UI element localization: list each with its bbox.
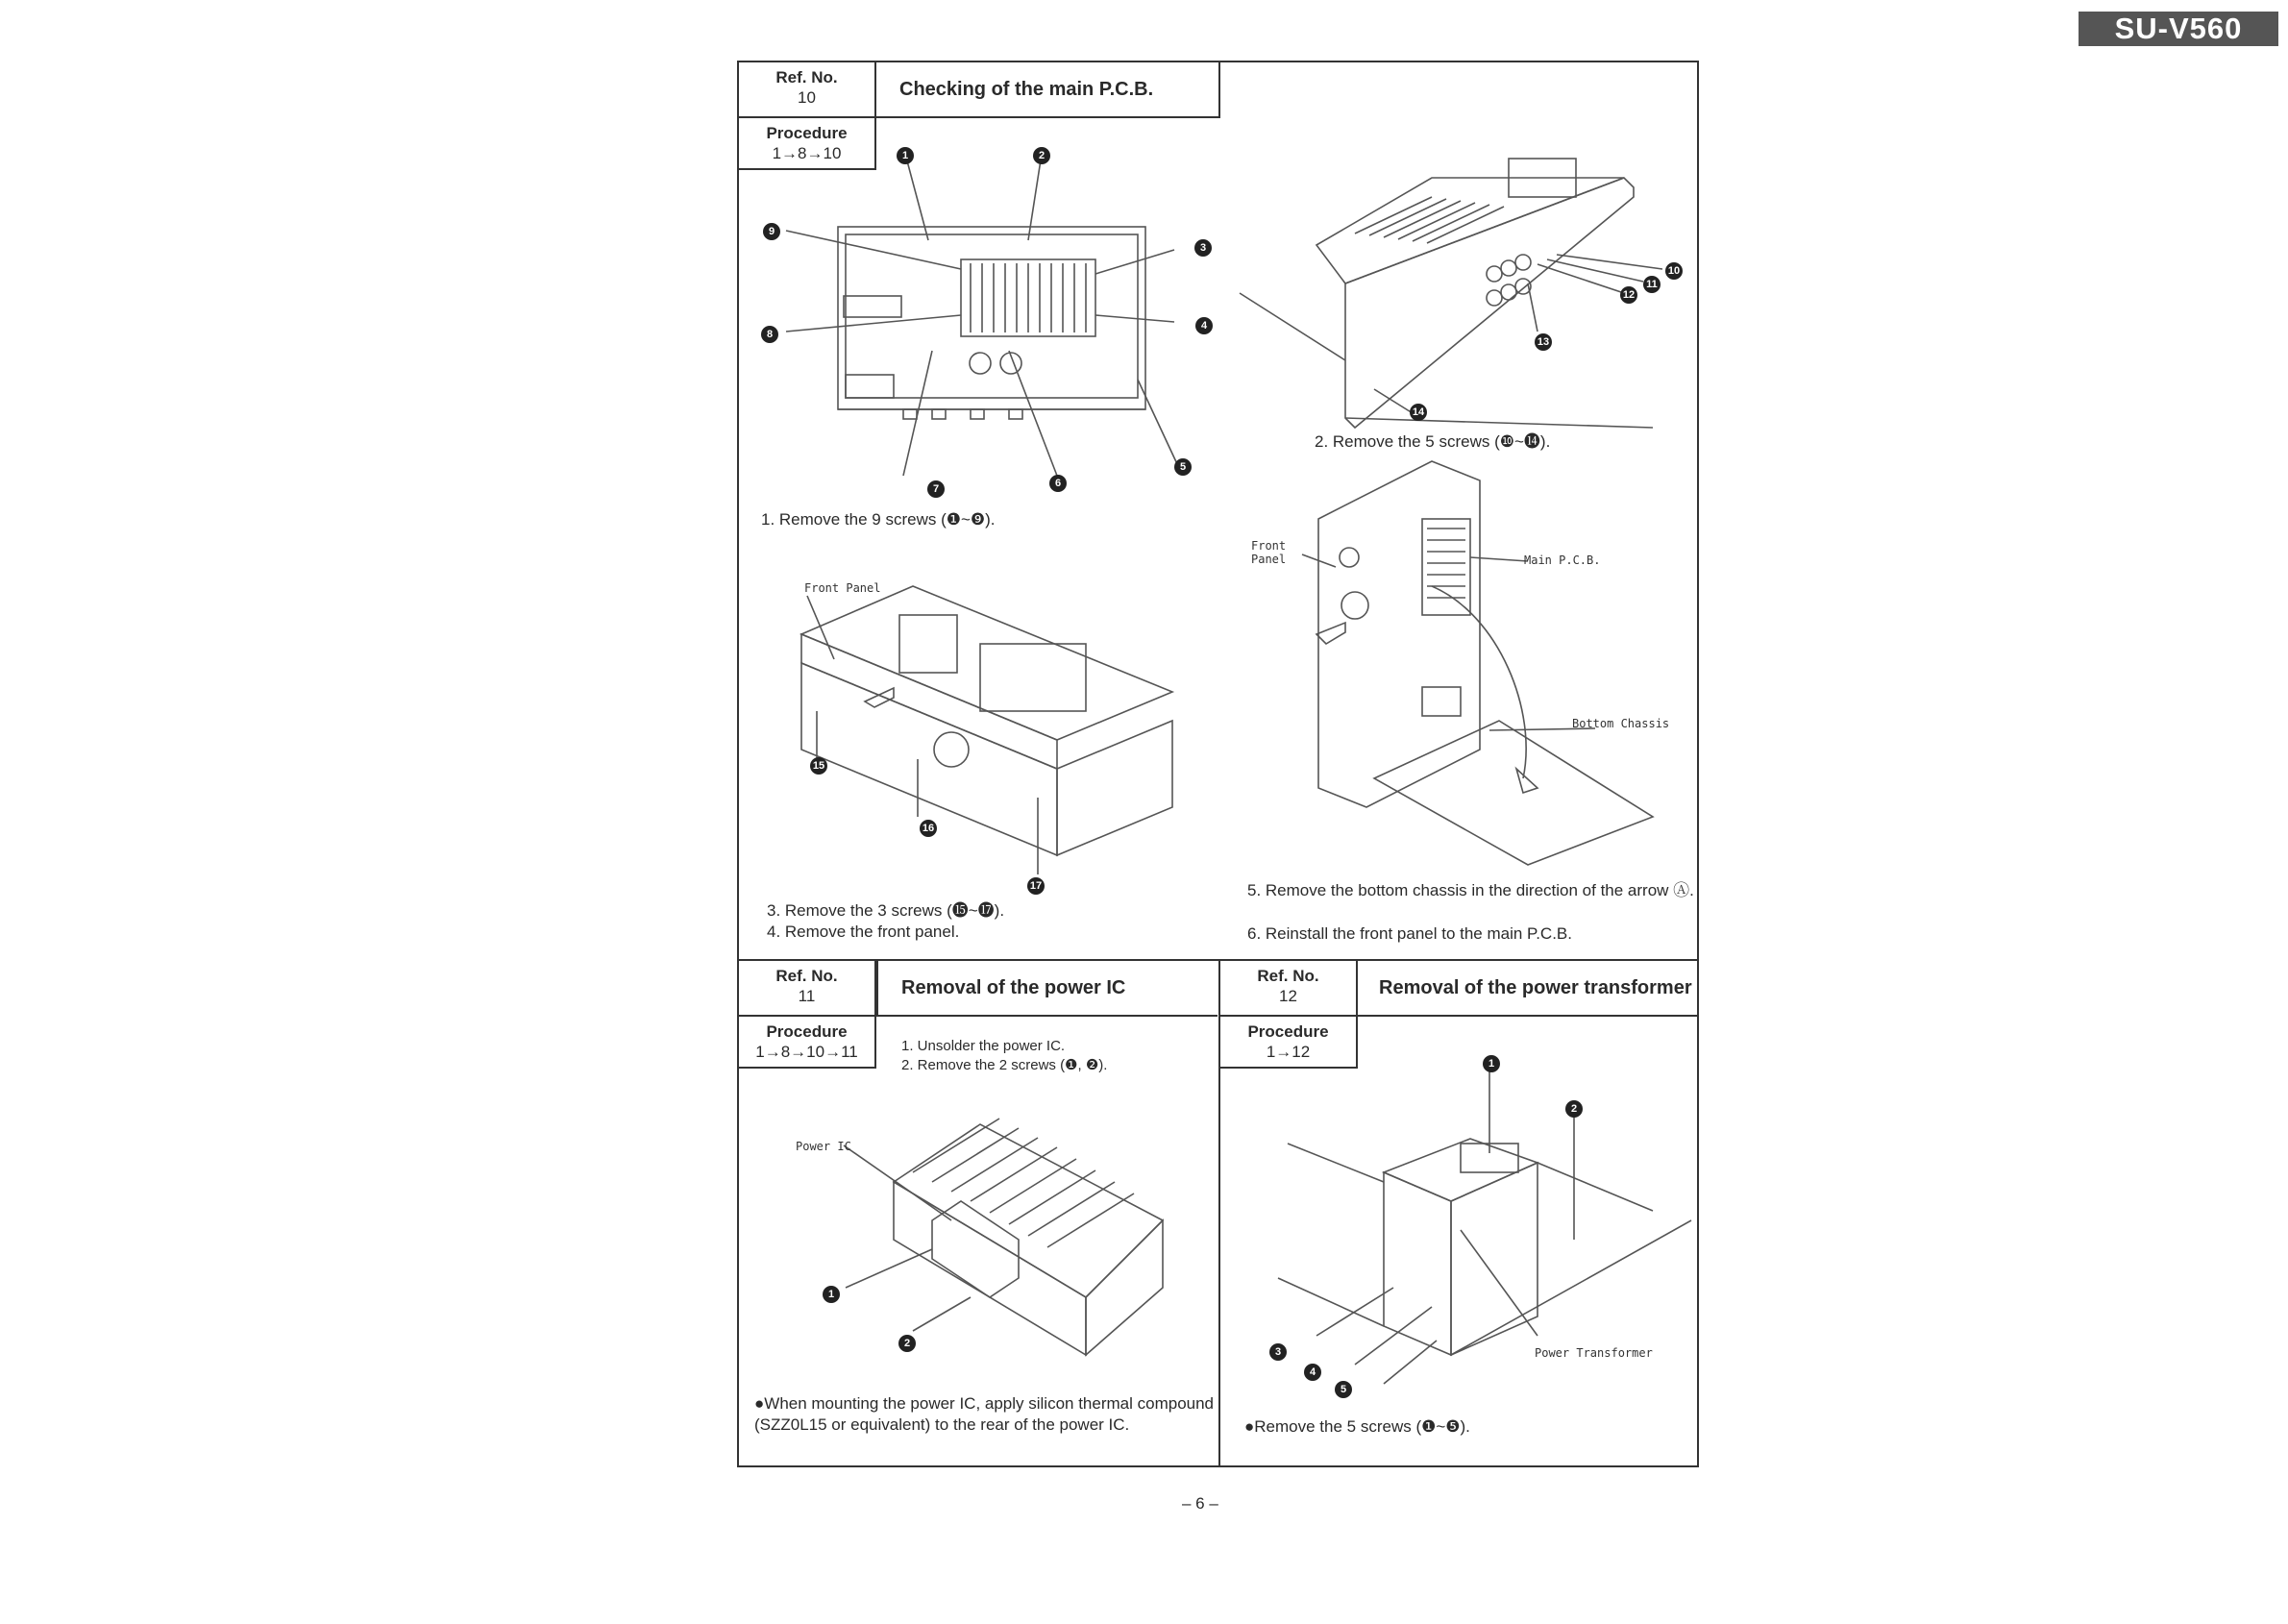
step-5: 5. Remove the bottom chassis in the direction of the arrow Ⓐ. — [1247, 881, 1694, 899]
page-number: – 6 – — [1182, 1494, 1218, 1513]
callout-8: 8 — [761, 326, 778, 343]
ref-no-label: Ref. No. — [775, 68, 838, 86]
diagram-rear-panel — [1240, 139, 1691, 428]
sec11-step-2: 2. Remove the 2 screws (❶, ❷). — [901, 1057, 1108, 1073]
section-title-12 — [1356, 961, 1699, 1017]
callout-14: 14 — [1410, 404, 1427, 421]
ref-no-label: Ref. No. — [775, 967, 838, 985]
label-front-panel-a: Front Panel — [804, 581, 881, 595]
callout-6: 6 — [1049, 475, 1067, 492]
power-transformer-note: ●Remove the 5 screws (❶~❺). — [1244, 1417, 1470, 1436]
callout-tr-4: 4 — [1304, 1364, 1321, 1381]
callout-2: 2 — [1033, 147, 1050, 164]
procedure-label: Procedure — [1247, 1022, 1329, 1041]
callout-ic-1: 1 — [823, 1286, 840, 1303]
step-6: 6. Reinstall the front panel to the main P.C.B. — [1247, 924, 1572, 943]
callout-5: 5 — [1174, 458, 1192, 476]
sec11-step-1: 1. Unsolder the power IC. — [901, 1038, 1066, 1054]
section-title-text: Removal of the power IC — [901, 976, 1126, 998]
callout-7: 7 — [927, 480, 945, 498]
ref-no-label: Ref. No. — [1257, 967, 1319, 985]
callout-10: 10 — [1665, 262, 1683, 280]
section-title-11 — [876, 961, 1218, 1017]
procedure-label: Procedure — [766, 124, 848, 142]
model-badge: SU-V560 — [2079, 12, 2278, 46]
label-power-ic: Power IC — [796, 1140, 851, 1153]
step-4: 4. Remove the front panel. — [767, 923, 960, 941]
callout-3: 3 — [1194, 239, 1212, 257]
procedure-box-11 — [737, 1015, 876, 1069]
procedure-label: Procedure — [766, 1022, 848, 1041]
callout-ic-2: 2 — [898, 1335, 916, 1352]
callout-tr-2: 2 — [1565, 1100, 1583, 1118]
ref-no-value: 10 — [798, 88, 816, 107]
step-1: 1. Remove the 9 screws (❶~❾). — [761, 510, 996, 529]
callout-17: 17 — [1027, 877, 1045, 895]
diagram-bottom-chassis — [1249, 461, 1691, 846]
callout-12: 12 — [1620, 286, 1637, 304]
callout-11: 11 — [1643, 276, 1661, 293]
procedure-value: 1→8→10 — [772, 144, 842, 162]
diagram-front-panel — [769, 567, 1182, 884]
ref-no-box-10 — [737, 61, 876, 118]
ref-no-value: 11 — [798, 987, 816, 1005]
callout-16: 16 — [920, 820, 937, 837]
callout-9: 9 — [763, 223, 780, 240]
step-3: 3. Remove the 3 screws (⓯~⓱). — [767, 901, 1005, 920]
callout-tr-5: 5 — [1335, 1381, 1352, 1398]
power-ic-note: ●When mounting the power IC, apply silicon thermal compound (SZZ0L15 or equivalent) to the rear of the power IC. — [754, 1394, 1215, 1434]
procedure-value: 1→8→10→11 — [755, 1043, 858, 1061]
section-title-text: Removal of the power transformer — [1379, 976, 1692, 998]
procedure-value: 1→12 — [1266, 1043, 1311, 1061]
label-bottom-chassis: Bottom Chassis — [1572, 717, 1670, 730]
ref-no-box-11 — [737, 959, 876, 1017]
diagram-power-transformer — [1249, 1047, 1691, 1393]
callout-tr-1: 1 — [1483, 1055, 1500, 1072]
section-title-10 — [874, 61, 1220, 118]
diagram-top-view — [769, 144, 1211, 490]
label-front-panel-b — [1251, 539, 1309, 566]
ref-no-box-12 — [1218, 959, 1358, 1017]
label-power-transformer: Power Transformer — [1535, 1346, 1653, 1360]
label-front-panel-b-text: Front Panel — [1251, 539, 1287, 566]
callout-4: 4 — [1195, 317, 1213, 334]
callout-tr-3: 3 — [1269, 1343, 1287, 1361]
callout-1: 1 — [897, 147, 914, 164]
section-title-text: Checking of the main P.C.B. — [899, 78, 1154, 100]
ref-no-value: 12 — [1279, 987, 1297, 1005]
callout-15: 15 — [810, 757, 827, 775]
step-2: 2. Remove the 5 screws (❿~⓮). — [1315, 432, 1551, 451]
callout-13: 13 — [1535, 333, 1552, 351]
diagram-power-ic — [798, 1105, 1182, 1365]
label-main-pcb: Main P.C.B. — [1524, 554, 1601, 567]
